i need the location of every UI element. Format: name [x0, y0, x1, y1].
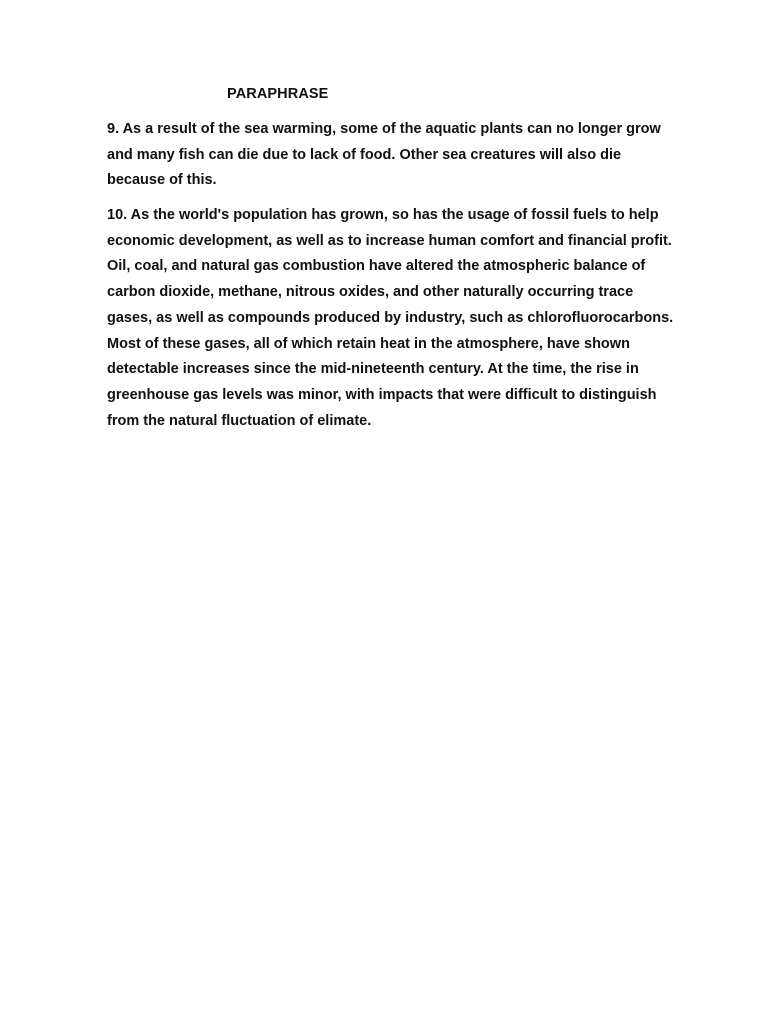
- paragraph-line: and many fish can die due to lack of food. Other sea creatures will also die: [107, 146, 622, 163]
- paragraph-line: 10. As the world's population has grown, so has the usage of fossil fuels to help: [107, 207, 659, 223]
- paragraph-line: greenhouse gas levels was minor, with impacts that were difficult to distinguish: [107, 386, 657, 403]
- paragraph-9: [107, 117, 707, 194]
- paragraph-10: [107, 203, 707, 434]
- paragraph-line: economic development, as well as to increase human comfort and financial profit.: [107, 232, 672, 249]
- paragraph-line: detectable increases since the mid-nineteenth century. At the time, the rise in: [107, 361, 639, 378]
- document-title: PARAPHRASE: [227, 86, 329, 102]
- paragraph-line: because of this.: [107, 172, 217, 189]
- paragraph-line: gases, as well as compounds produced by industry, such as chlorofluorocarbons.: [107, 309, 674, 326]
- paragraph-line: 9. As a result of the sea warming, some of the aquatic plants can no longer grow: [107, 121, 661, 137]
- paragraph-line: from the natural fluctuation of elimate.: [107, 412, 372, 429]
- paragraph-line: Most of these gases, all of which retain heat in the atmosphere, have shown: [107, 335, 630, 352]
- paragraph-line: carbon dioxide, methane, nitrous oxides, and other naturally occurring trace: [107, 284, 634, 301]
- paragraph-line: Oil, coal, and natural gas combustion have altered the atmospheric balance of: [107, 258, 646, 275]
